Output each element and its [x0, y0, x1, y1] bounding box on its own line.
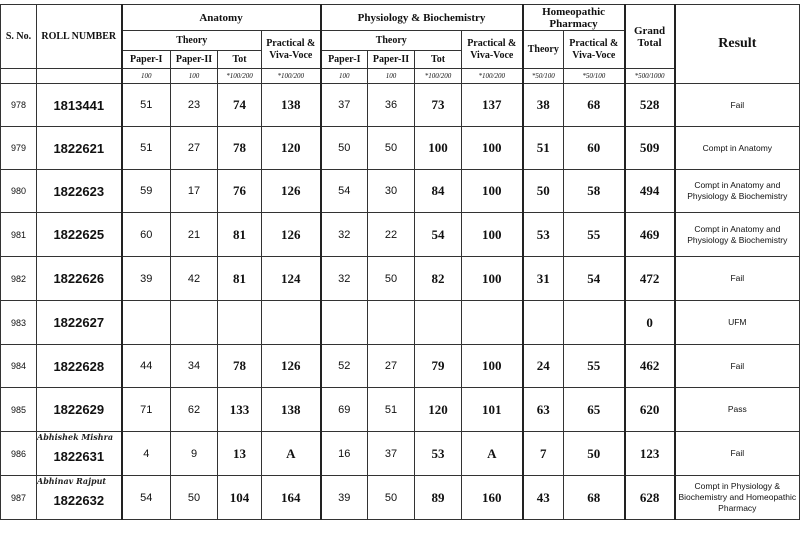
mark-cell-h-th: 51 [523, 127, 564, 170]
serial-number-cell: 986 [1, 432, 37, 476]
table-row [1, 476, 800, 520]
mark-cell-a-p2: 34 [171, 345, 218, 388]
serial-number-cell: 983 [1, 301, 37, 345]
result-cell: Pass [675, 388, 800, 432]
mark-cell-a-tot: 78 [218, 345, 262, 388]
anatomy-paper2-header: Paper-II [171, 51, 218, 69]
roll-number-cell: 1822629 [37, 388, 122, 432]
mark-cell-a-tot: 13 [218, 432, 262, 476]
serial-number-cell: 979 [1, 127, 37, 170]
result-cell: Fail [675, 84, 800, 127]
mark-cell-h-th: 31 [523, 257, 564, 301]
mark-cell-h-prac: 58 [564, 170, 625, 213]
mark-cell-a-tot: 104 [218, 476, 262, 520]
table-row [1, 84, 800, 127]
mark-cell-grand: 494 [625, 170, 675, 213]
mark-cell-p-p1: 50 [321, 127, 368, 170]
mark-cell-a-p1: 44 [122, 345, 171, 388]
mark-cell-h-th: 43 [523, 476, 564, 520]
mark-cell-a-prac: 138 [262, 388, 321, 432]
physiology-tot-header: Tot [415, 51, 462, 69]
mark-cell-a-p2: 27 [171, 127, 218, 170]
serial-number-cell: 985 [1, 388, 37, 432]
max-marks-cell: 100 [122, 69, 171, 84]
serial-number-cell: 987 [1, 476, 37, 520]
anatomy-theory-header: Theory [122, 31, 262, 51]
mark-cell-h-prac: 68 [564, 84, 625, 127]
max-marks-blank [37, 69, 122, 84]
mark-cell-h-th [523, 301, 564, 345]
table-row [1, 301, 800, 345]
mark-cell-p-p2: 37 [368, 432, 415, 476]
mark-cell-grand: 462 [625, 345, 675, 388]
mark-cell-p-prac: 100 [462, 127, 523, 170]
max-marks-cell: *100/200 [218, 69, 262, 84]
mark-cell-a-p1: 39 [122, 257, 171, 301]
mark-cell-p-tot: 89 [415, 476, 462, 520]
mark-cell-p-p2 [368, 301, 415, 345]
serial-number-cell: 978 [1, 84, 37, 127]
mark-cell-p-prac: 100 [462, 345, 523, 388]
mark-cell-a-p1: 71 [122, 388, 171, 432]
mark-cell-h-prac [564, 301, 625, 345]
mark-cell-p-prac: 100 [462, 170, 523, 213]
mark-cell-grand: 528 [625, 84, 675, 127]
result-header: Result [675, 5, 800, 84]
mark-cell-p-tot: 84 [415, 170, 462, 213]
handwritten-name-note: Abhinav Rajput [37, 476, 107, 486]
mark-cell-a-tot: 74 [218, 84, 262, 127]
table-row [1, 345, 800, 388]
mark-cell-a-tot: 133 [218, 388, 262, 432]
mark-cell-a-prac: 120 [262, 127, 321, 170]
serial-number-cell: 984 [1, 345, 37, 388]
grand-total-header: Grand Total [625, 5, 675, 69]
max-marks-cell: *100/200 [415, 69, 462, 84]
physiology-header: Physiology & Biochemistry [321, 5, 523, 31]
mark-cell-h-th: 63 [523, 388, 564, 432]
mark-cell-grand: 469 [625, 213, 675, 257]
roll-number-cell [37, 476, 122, 520]
mark-cell-p-p1: 54 [321, 170, 368, 213]
mark-cell-a-p2: 23 [171, 84, 218, 127]
mark-cell-a-p1: 60 [122, 213, 171, 257]
mark-cell-h-th: 50 [523, 170, 564, 213]
result-cell: Compt in Physiology & Biochemistry and Homeopathic Pharmacy [675, 476, 800, 520]
roll-number-text: 1822632 [53, 493, 105, 508]
mark-cell-a-p2: 17 [171, 170, 218, 213]
table-row [1, 170, 800, 213]
mark-cell-p-p2: 27 [368, 345, 415, 388]
mark-cell-a-p1: 54 [122, 476, 171, 520]
mark-cell-h-th: 7 [523, 432, 564, 476]
mark-cell-h-th: 24 [523, 345, 564, 388]
mark-cell-p-prac: 137 [462, 84, 523, 127]
result-cell: Fail [675, 432, 800, 476]
physiology-paper1-header: Paper-I [321, 51, 368, 69]
mark-cell-a-p2: 9 [171, 432, 218, 476]
mark-cell-a-p1: 4 [122, 432, 171, 476]
mark-cell-a-p1: 51 [122, 84, 171, 127]
mark-cell-a-tot: 78 [218, 127, 262, 170]
mark-cell-p-p2: 50 [368, 127, 415, 170]
mark-cell-p-tot: 54 [415, 213, 462, 257]
mark-cell-a-prac: 126 [262, 345, 321, 388]
serial-number-cell: 980 [1, 170, 37, 213]
anatomy-paper1-header: Paper-I [122, 51, 171, 69]
mark-cell-p-p2: 36 [368, 84, 415, 127]
mark-cell-h-prac: 50 [564, 432, 625, 476]
roll-number-cell: 1822628 [37, 345, 122, 388]
roll-number-cell: 1822625 [37, 213, 122, 257]
table-row [1, 127, 800, 170]
mark-cell-grand: 628 [625, 476, 675, 520]
mark-cell-a-p1: 51 [122, 127, 171, 170]
roll-number-cell: 1822621 [37, 127, 122, 170]
mark-cell-a-p2: 62 [171, 388, 218, 432]
result-cell: Compt in Anatomy and Physiology & Biochemistry [675, 213, 800, 257]
mark-cell-h-prac: 55 [564, 213, 625, 257]
mark-cell-p-p1: 32 [321, 213, 368, 257]
mark-cell-grand: 123 [625, 432, 675, 476]
serial-number-cell: 981 [1, 213, 37, 257]
mark-cell-a-p2: 42 [171, 257, 218, 301]
roll-number-text: 1822631 [53, 449, 105, 464]
mark-cell-p-p1: 39 [321, 476, 368, 520]
roll-number-cell: 1822623 [37, 170, 122, 213]
result-cell: Fail [675, 257, 800, 301]
mark-cell-a-tot: 81 [218, 213, 262, 257]
mark-cell-a-tot: 81 [218, 257, 262, 301]
max-marks-cell: *50/100 [564, 69, 625, 84]
mark-cell-p-tot: 82 [415, 257, 462, 301]
mark-cell-grand: 620 [625, 388, 675, 432]
table-row [1, 432, 800, 476]
mark-cell-a-p1 [122, 301, 171, 345]
mark-cell-p-prac: 160 [462, 476, 523, 520]
max-marks-cell: *50/100 [523, 69, 564, 84]
mark-cell-a-p2 [171, 301, 218, 345]
mark-cell-p-p1: 37 [321, 84, 368, 127]
homeo-practical-header: Practical & Viva-Voce [564, 31, 625, 69]
result-cell: Compt in Anatomy [675, 127, 800, 170]
mark-cell-a-p2: 21 [171, 213, 218, 257]
mark-cell-h-prac: 54 [564, 257, 625, 301]
mark-cell-h-th: 53 [523, 213, 564, 257]
mark-cell-p-tot [415, 301, 462, 345]
roll-header: ROLL NUMBER [37, 5, 122, 69]
mark-cell-p-prac: 101 [462, 388, 523, 432]
max-marks-blank [1, 69, 37, 84]
mark-cell-a-p1: 59 [122, 170, 171, 213]
homeopathic-header: Homeopathic Pharmacy [523, 5, 625, 31]
result-cell: Fail [675, 345, 800, 388]
mark-cell-a-prac: A [262, 432, 321, 476]
mark-cell-a-p2: 50 [171, 476, 218, 520]
mark-cell-a-tot: 76 [218, 170, 262, 213]
mark-cell-p-tot: 79 [415, 345, 462, 388]
mark-cell-p-p1: 52 [321, 345, 368, 388]
anatomy-header: Anatomy [122, 5, 321, 31]
sno-header: S. No. [1, 5, 37, 69]
physiology-theory-header: Theory [321, 31, 462, 51]
results-table [0, 4, 800, 520]
mark-cell-p-prac: 100 [462, 257, 523, 301]
roll-number-cell: 1822627 [37, 301, 122, 345]
mark-cell-a-prac [262, 301, 321, 345]
mark-cell-grand: 472 [625, 257, 675, 301]
max-marks-cell: 100 [321, 69, 368, 84]
mark-cell-p-tot: 120 [415, 388, 462, 432]
physiology-paper2-header: Paper-II [368, 51, 415, 69]
mark-cell-p-tot: 53 [415, 432, 462, 476]
result-cell: Compt in Anatomy and Physiology & Biochemistry [675, 170, 800, 213]
mark-cell-p-p1: 69 [321, 388, 368, 432]
mark-cell-grand: 0 [625, 301, 675, 345]
mark-cell-p-p1: 16 [321, 432, 368, 476]
mark-cell-h-th: 38 [523, 84, 564, 127]
max-marks-cell: *100/200 [462, 69, 523, 84]
mark-cell-p-prac [462, 301, 523, 345]
mark-cell-p-p2: 50 [368, 257, 415, 301]
mark-cell-p-p1: 32 [321, 257, 368, 301]
roll-number-cell [37, 432, 122, 476]
max-marks-cell: 100 [171, 69, 218, 84]
mark-cell-h-prac: 68 [564, 476, 625, 520]
roll-number-cell: 1813441 [37, 84, 122, 127]
mark-cell-h-prac: 55 [564, 345, 625, 388]
roll-number-cell: 1822626 [37, 257, 122, 301]
mark-cell-a-prac: 126 [262, 213, 321, 257]
mark-cell-a-prac: 138 [262, 84, 321, 127]
mark-cell-a-tot [218, 301, 262, 345]
max-marks-cell: *100/200 [262, 69, 321, 84]
table-row [1, 257, 800, 301]
table-row [1, 388, 800, 432]
mark-cell-p-p1 [321, 301, 368, 345]
anatomy-tot-header: Tot [218, 51, 262, 69]
anatomy-practical-header: Practical & Viva-Voce [262, 31, 321, 69]
serial-number-cell: 982 [1, 257, 37, 301]
mark-cell-a-prac: 124 [262, 257, 321, 301]
mark-cell-a-prac: 164 [262, 476, 321, 520]
max-marks-cell: *500/1000 [625, 69, 675, 84]
mark-cell-p-p2: 30 [368, 170, 415, 213]
table-row [1, 213, 800, 257]
mark-cell-a-prac: 126 [262, 170, 321, 213]
mark-cell-p-prac: 100 [462, 213, 523, 257]
mark-cell-p-p2: 50 [368, 476, 415, 520]
mark-cell-p-tot: 73 [415, 84, 462, 127]
result-cell: UFM [675, 301, 800, 345]
mark-cell-p-p2: 22 [368, 213, 415, 257]
mark-cell-h-prac: 60 [564, 127, 625, 170]
mark-cell-grand: 509 [625, 127, 675, 170]
homeo-theory-header: Theory [523, 31, 564, 69]
mark-cell-p-tot: 100 [415, 127, 462, 170]
physiology-practical-header: Practical & Viva-Voce [462, 31, 523, 69]
mark-cell-h-prac: 65 [564, 388, 625, 432]
handwritten-name-note: Abhishek Mishra [37, 432, 114, 442]
max-marks-cell: 100 [368, 69, 415, 84]
mark-cell-p-p2: 51 [368, 388, 415, 432]
mark-cell-p-prac: A [462, 432, 523, 476]
